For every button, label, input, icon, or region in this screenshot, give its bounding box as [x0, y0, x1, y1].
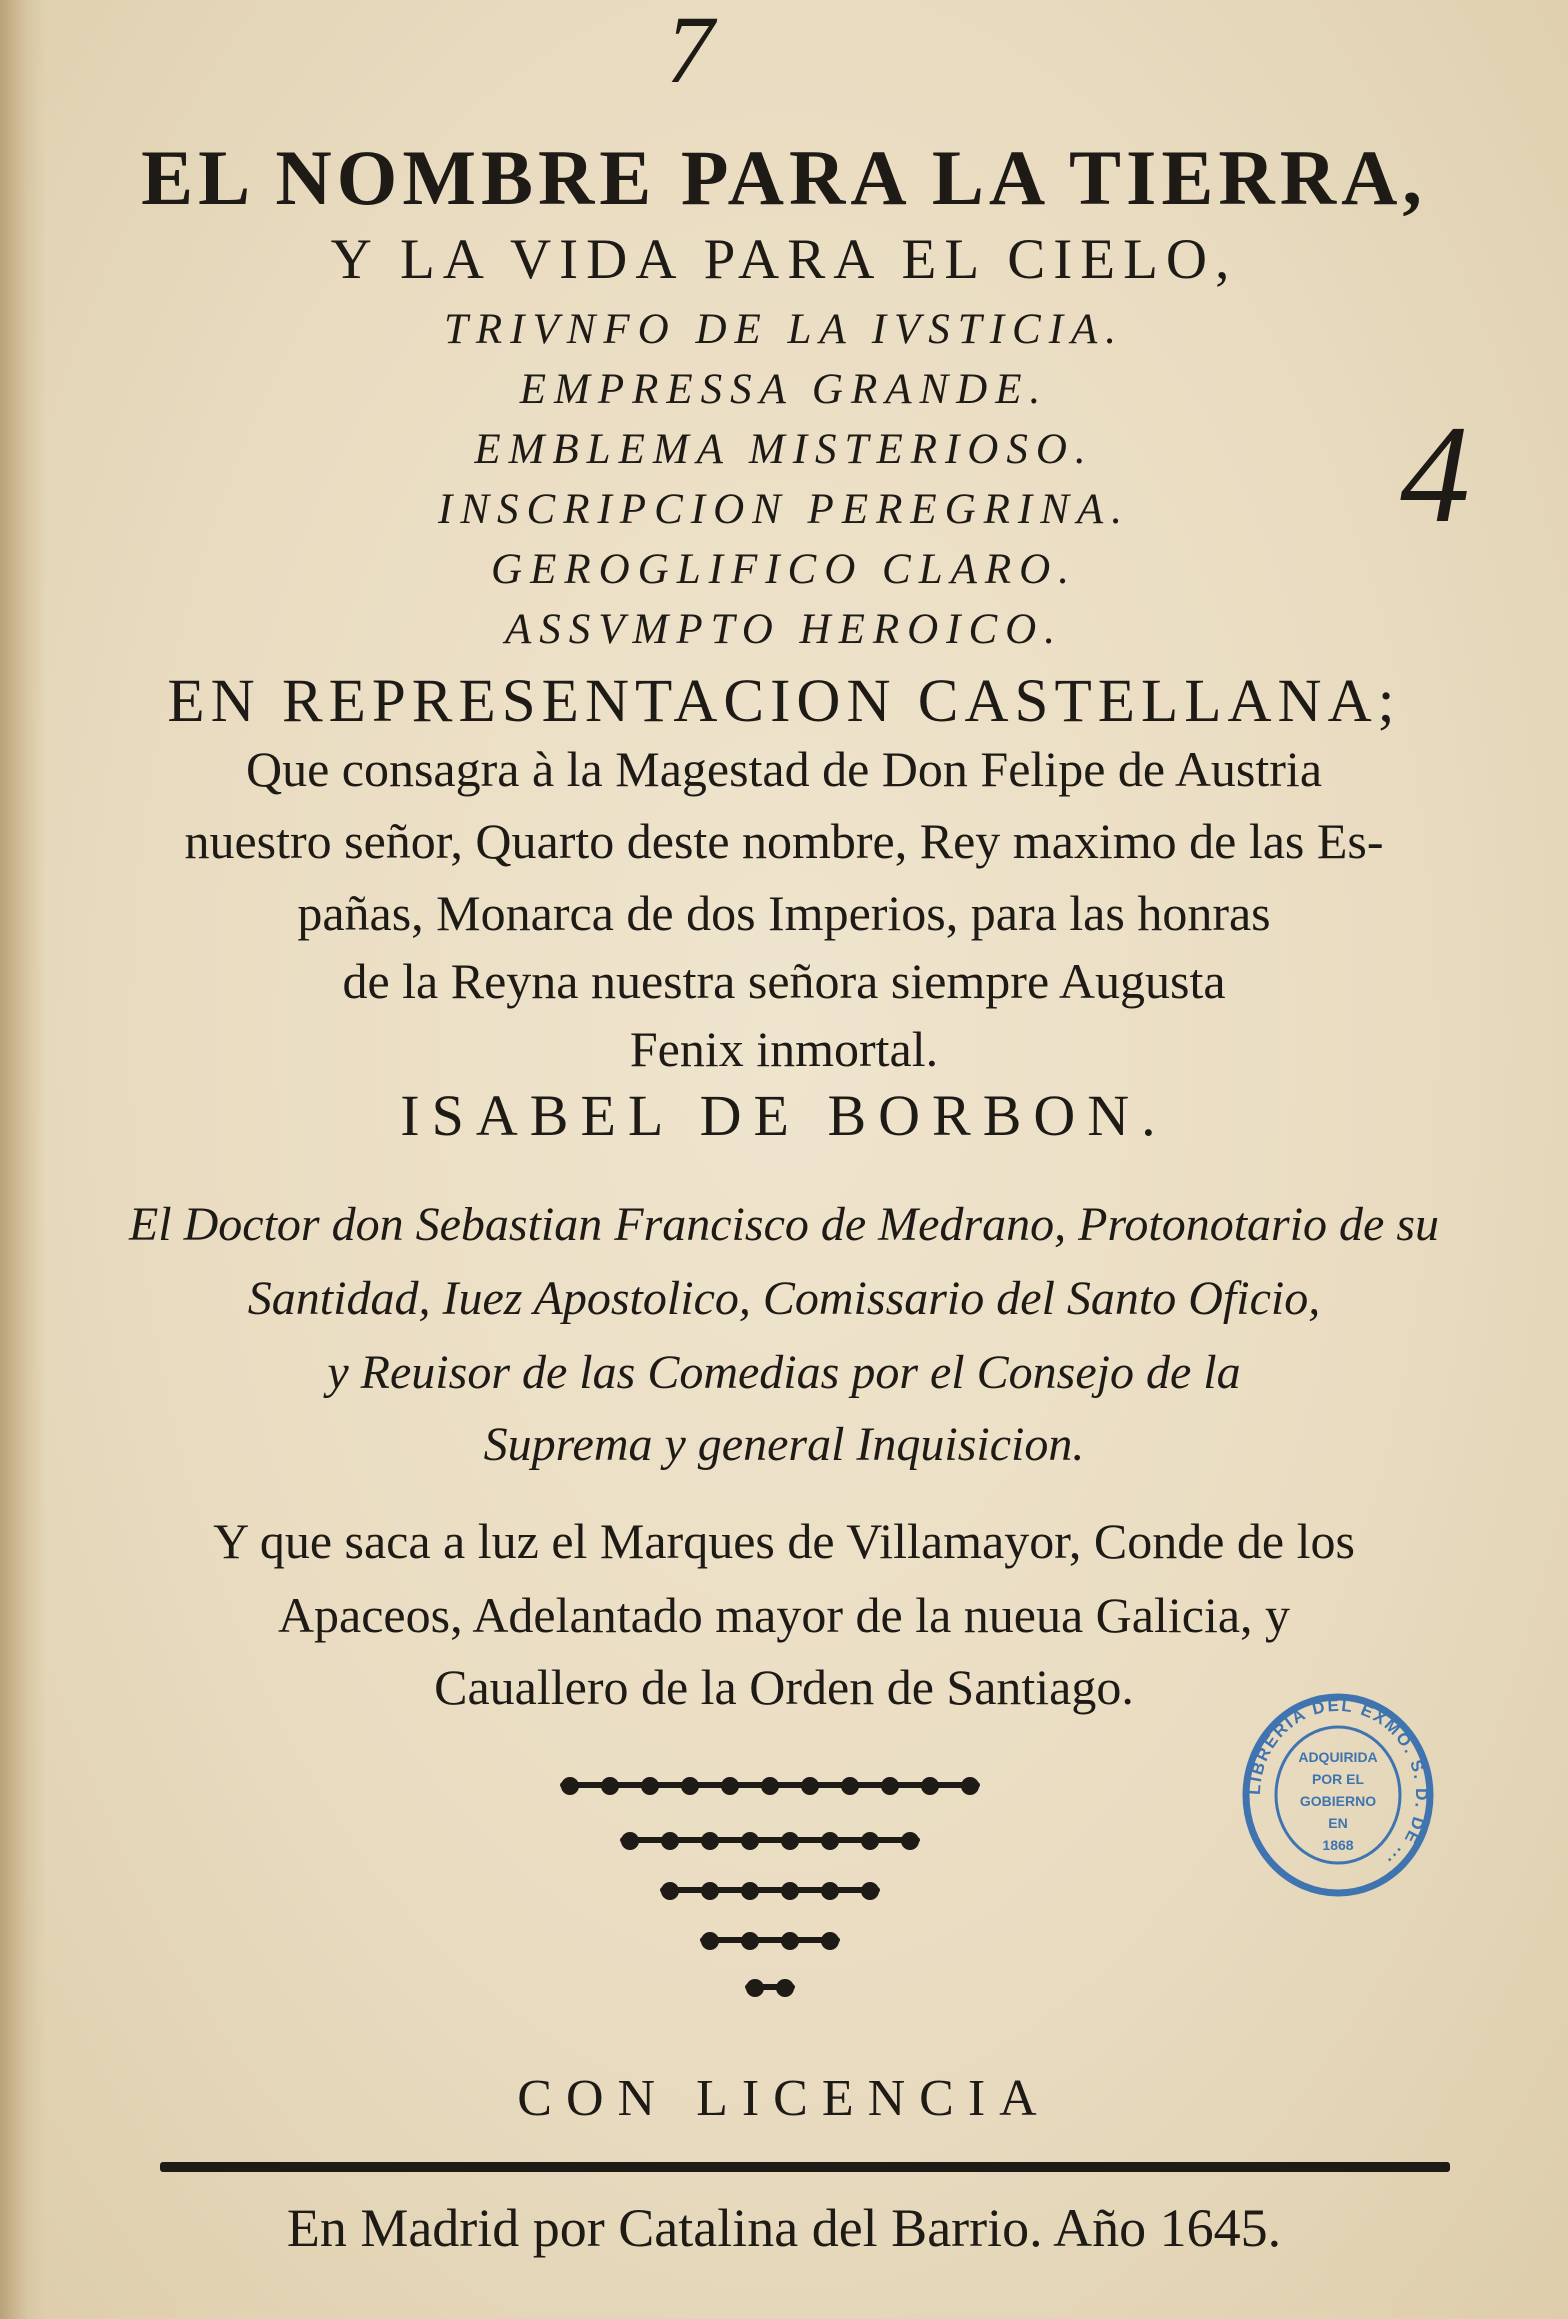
divider-rule — [160, 2162, 1450, 2172]
dedication-line: pañas, Monarca de dos Imperios, para las honras — [297, 885, 1271, 941]
stamp-center-line: GOBIERNO — [1299, 1793, 1377, 1809]
subtitle-line: EMBLEMA MISTERIOSO. — [474, 426, 1094, 473]
publisher-line: Apaceos, Adelantado mayor de la nueua Galicia, y — [277, 1587, 1291, 1643]
imprint-line: En Madrid por Catalina del Barrio. Año 1645. — [286, 2198, 1282, 2258]
dedication-line: de la Reyna nuestra señora siempre Augusta — [342, 953, 1226, 1009]
stamp-ring-text: LIBRERIA DEL EXMO. S. D. DE ... — [1244, 1695, 1432, 1873]
author-line: y Reuisor de las Comedias por el Consejo de la — [327, 1346, 1241, 1399]
title-line-2: Y LA VIDA PARA EL CIELO, — [330, 228, 1238, 291]
license-line: CON LICENCIA — [517, 2070, 1051, 2127]
author-line: Suprema y general Inquisicion. — [483, 1418, 1085, 1471]
fleuron-row — [700, 1932, 840, 1950]
folio-number: 7 — [666, 0, 714, 103]
stamp-center-line: POR EL — [1311, 1771, 1365, 1787]
publisher-line: Y que saca a luz el Marques de Villamayor, Conde de los — [213, 1513, 1355, 1569]
subtitle-line: INSCRIPCION PEREGRINA. — [438, 486, 1130, 533]
dedication-line: Fenix inmortal. — [629, 1021, 939, 1077]
fleuron-row — [660, 1882, 880, 1900]
stamp-center-line: EN — [1328, 1815, 1348, 1831]
fleuron-row — [560, 1777, 980, 1795]
subtitle-line: ASSVMPTO HEROICO. — [504, 606, 1063, 653]
fleuron-ornament — [540, 1756, 1000, 2016]
stamp-center-line: 1868 — [1322, 1837, 1354, 1853]
binding-shadow — [0, 0, 46, 2319]
representation-heading: EN REPRESENTACION CASTELLANA; — [167, 668, 1401, 735]
fleuron-row — [745, 1979, 795, 1997]
handwritten-margin-note: 4 — [1400, 397, 1470, 552]
dedication-line: nuestro señor, Quarto deste nombre, Rey maximo de las Es- — [184, 813, 1384, 869]
publisher-line: Cauallero de la Orden de Santiago. — [434, 1659, 1134, 1715]
stamp-center-line: ADQUIRIDA — [1298, 1749, 1378, 1765]
subtitle-line: TRIVNFO DE LA IVSTICIA. — [443, 306, 1125, 353]
subtitle-line: EMPRESSA GRANDE. — [519, 366, 1049, 413]
queen-name: ISABEL DE BORBON. — [400, 1083, 1168, 1148]
dedication-line: Que consagra à la Magestad de Don Felipe de Austria — [245, 741, 1323, 797]
library-stamp — [1238, 1690, 1438, 1900]
author-line: Santidad, Iuez Apostolico, Comissario del Santo Oficio, — [247, 1272, 1321, 1325]
fleuron-row — [620, 1832, 920, 1850]
author-line: El Doctor don Sebastian Francisco de Medrano, Protonotario de su — [128, 1198, 1440, 1251]
title-line-1: EL NOMBRE PARA LA TIERRA, — [141, 134, 1427, 221]
subtitle-line: GEROGLIFICO CLARO. — [491, 546, 1077, 593]
